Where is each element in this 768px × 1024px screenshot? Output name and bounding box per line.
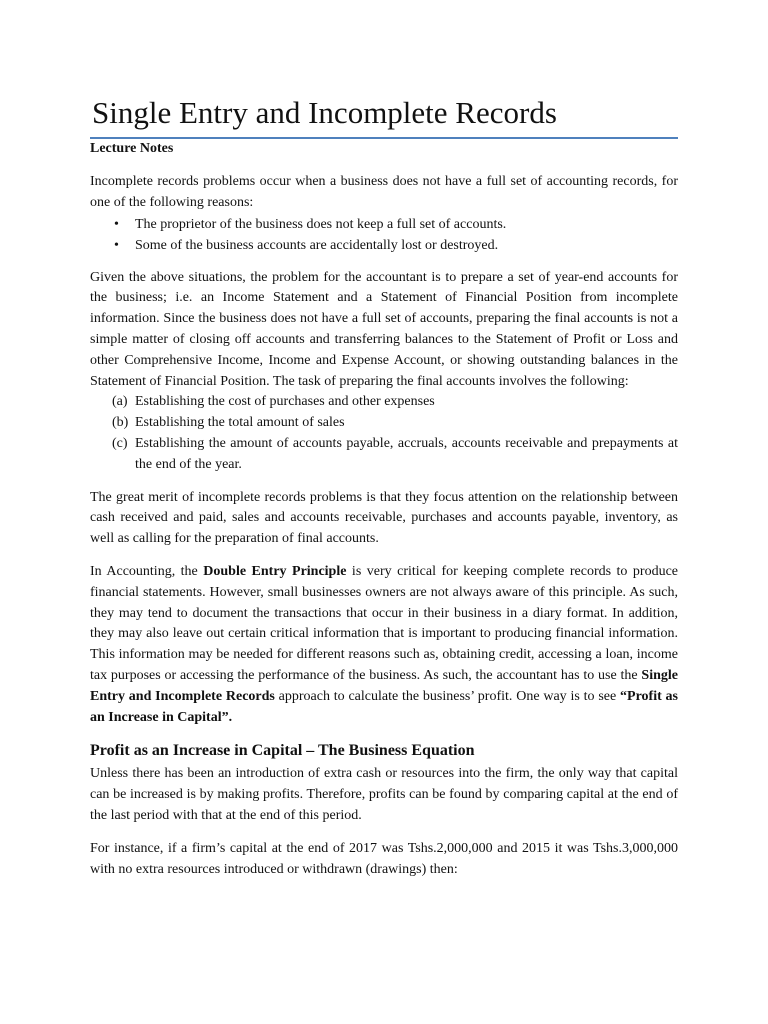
text-run: In Accounting, the (90, 563, 204, 579)
lecture-notes-label: Lecture Notes (90, 141, 174, 156)
list-marker: (b) (112, 415, 129, 431)
list-item (90, 235, 678, 256)
task-text: Establishing the amount of accounts payable, accruals, accounts receivable and prepayments at the end of the year. (135, 435, 678, 472)
reasons-list (90, 214, 678, 256)
bullet-icon: • (114, 216, 119, 232)
reason-text: Some of the business accounts are accidentally lost or destroyed. (135, 237, 499, 253)
bold-term-profit-increase: “Profit as an Increase in Capital”. (90, 688, 678, 725)
bold-term-single-entry: Single Entry and Incomplete Records (90, 667, 678, 704)
list-marker: (c) (112, 435, 128, 451)
text-run: is very critical for keeping complete records to produce financial statements. However, small businesses owners are not always aware of this principle. As such, they may tend to document the transactions that occur in their business in a diary format. In addition, they may also leave out certain critical information that is important to producing financial information. This information may be needed for different reasons such as, obtaining credit, accessing a loan, income tax purposes or accessing the performance of the business. As such, the accountant has to use the (90, 563, 678, 683)
list-item (90, 434, 678, 476)
merit-paragraph: The great merit of incomplete records problems is that they focus attention on the relationship between cash received and paid, sales and accounts receivable, purchases and accounts payable, inventory, as well as calling for the preparation of final accounts. (90, 489, 678, 547)
reason-text: The proprietor of the business does not keep a full set of accounts. (135, 216, 507, 232)
bullet-icon: • (114, 237, 119, 253)
double-entry-paragraph (90, 562, 678, 728)
list-item (90, 392, 678, 413)
bold-term-double-entry: Double Entry Principle (203, 563, 347, 579)
capital-paragraph: Unless there has been an introduction of extra cash or resources into the firm, the only way that capital can be increased is by making profits. Therefore, profits can be found by comparing capital at the end of the last period with that at the end of this period. (90, 766, 678, 823)
task-text: Establishing the cost of purchases and other expenses (135, 394, 435, 410)
tasks-list (90, 392, 678, 475)
task-text: Establishing the total amount of sales (135, 415, 345, 431)
situations-paragraph: Given the above situations, the problem for the accountant is to prepare a set of year-end accounts for the business; i.e. an Income Statement and a Statement of Financial Position from incomplete information. Since the business does not have a full set of accounts, preparing the final accounts is not a simple matter of closing off accounts and transferring balances to the Statement of Profit or Loss and other Comprehensive Income, Income and Expense Account, or showing outstanding balances in the Statement of Financial Position. The task of preparing the final accounts involves the following: (90, 269, 678, 389)
document-body (90, 92, 678, 892)
intro-paragraph: Incomplete records problems occur when a business does not have a full set of accounting records, for one of the following reasons: (90, 174, 678, 210)
example-paragraph: For instance, if a firm’s capital at the end of 2017 was Tshs.2,000,000 and 2015 it was Tshs.3,000,000 with no extra resources introduced or withdrawn (drawings) then: (90, 840, 678, 877)
page-title: Single Entry and Incomplete Records (92, 95, 557, 130)
list-item (90, 413, 678, 434)
list-marker: (a) (112, 394, 128, 410)
list-item (90, 214, 678, 235)
section-heading: Profit as an Increase in Capital – The Business Equation (90, 742, 475, 760)
text-run: approach to calculate the business’ profit. One way is to see (274, 688, 621, 704)
